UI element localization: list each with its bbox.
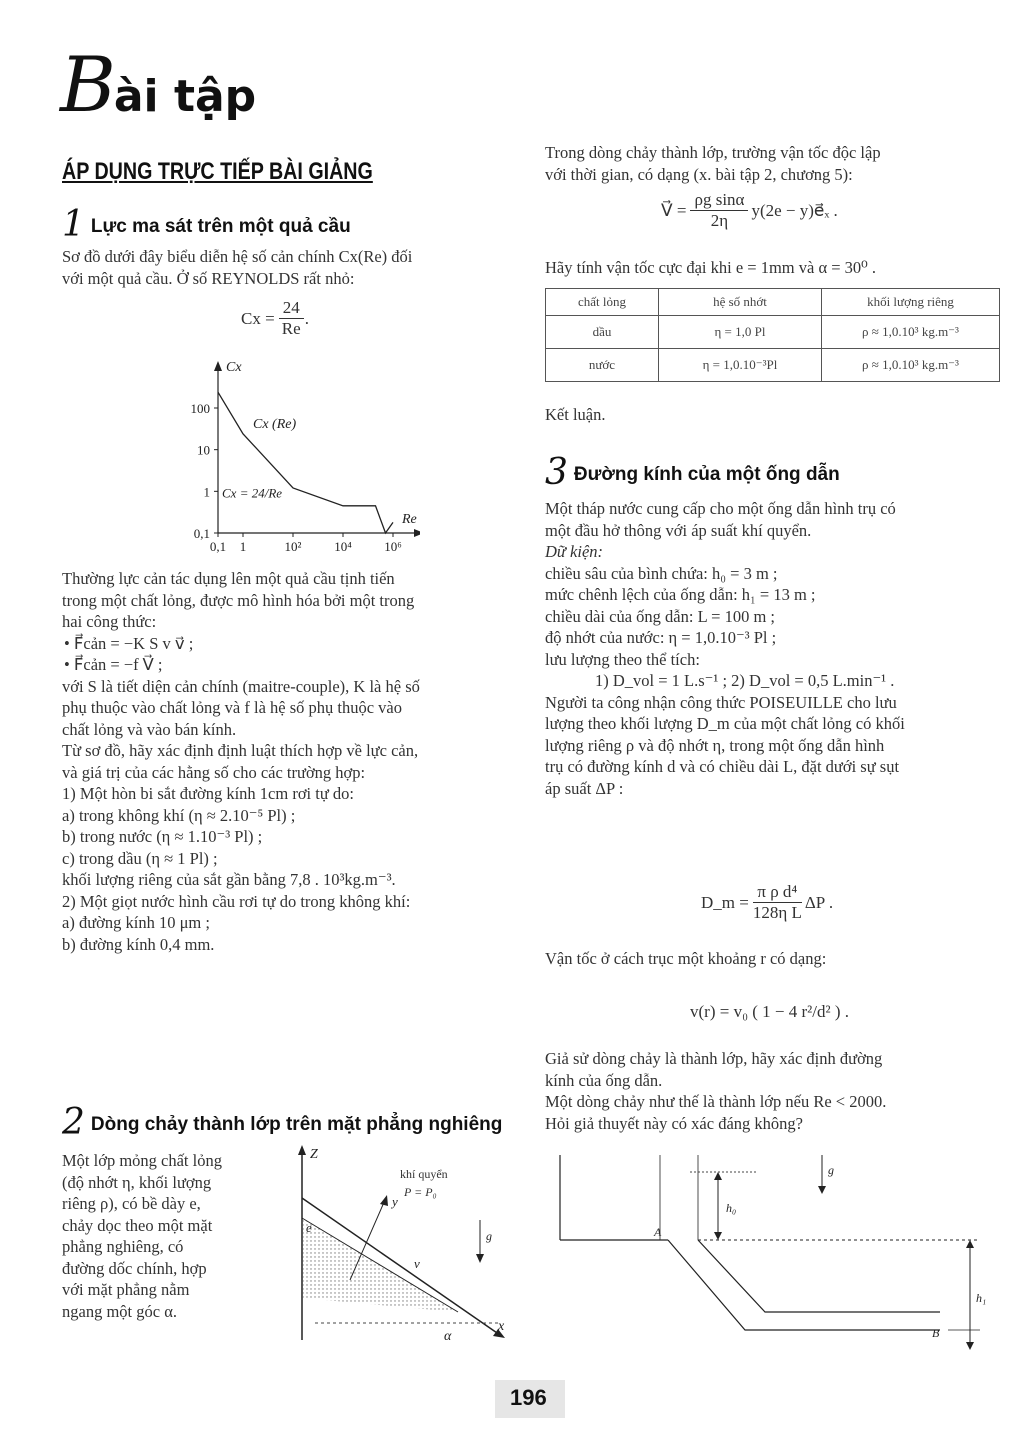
asymptote-label: Cx = 24/Re [222,485,283,501]
h1-arrow-down-icon [966,1342,974,1350]
exercise-1-heading: 1 Lực ma sát trên một quả cầu [62,204,351,245]
h0-arrow-down-icon [714,1232,722,1240]
table-row [546,316,1000,349]
table-cell: η = 1,0 Pl [659,316,822,349]
exercise-3-body: Một tháp nước cung cấp cho một ống dẫn hình trụ có một đầu hở thông với áp suất khí quyển. Dữ kiện: chiều sâu của bình chứa: h₀ = 3 m ; mức chênh lệch của ống dẫn: h₁ = 13 m ; chiều dài của ống dẫn: L = 100 m ; độ nhớt của nước: η = 1,0.10⁻³ Pl ; lưu lượng theo thể tích: 1) D_vol = 1 L.s⁻¹ ; 2) D_vol = 0,5 L.min⁻¹ . Người ta công nhận công thức POISEUILLE cho lưu lượng theo khối lượng D_m của một chất lỏng có khối lượng riêng ρ và độ nhớt η, trong một ống dẫn hình trụ có đường kính d và có chiều dài L, đặt dưới sự sụt áp suất ΔP : [545,499,905,798]
exercise-2-body: Một lớp mỏng chất lỏng (độ nhớt η, khối lượng riêng ρ), có bề dày e, chảy dọc theo một mặt phẳng nghiêng, có đường dốc chính, hợp với mặt phẳng nằm ngang một góc α. [62,1151,222,1321]
cx-re-curve [218,392,393,533]
table-header-row [546,289,1000,316]
point-a-label: A [654,1225,662,1239]
exercise-2-right: Trong dòng chảy thành lớp, trường vận tốc độc lập với thời gian, có dạng (x. bài tập 2, chương 5): [545,143,881,184]
velocity-formula: V⃗ = ρg sinα 2η y(2e − y)e⃗ₓ . [661,190,838,230]
inclined-plane-figure [290,1140,520,1350]
y-tick-label: 10 [197,442,210,458]
y-label: y [392,1194,398,1209]
y-arrow-icon [380,1195,388,1206]
e-label: e [306,1220,312,1235]
x-tick-label: 10² [284,539,302,554]
velocity-profile-formula: v(r) = v₀ ( 1 − 4 r²/d² ) . [690,1002,849,1021]
x-tick-label: 10⁴ [334,539,352,554]
h1-arrow-up-icon [966,1240,974,1248]
exercise-2-heading: 2 Dòng chảy thành lớp trên mặt phẳng nghiêng [62,1102,503,1143]
table-header-cell: hệ số nhớt [659,289,822,316]
pressure-label: P = P₀ [404,1185,437,1199]
exercise-2-question: Hãy tính vận tốc cực đại khi e = 1mm và α = 30⁰ . [545,258,877,277]
exercise-3-heading: 3 Đường kính của một ống dẫn [545,452,840,493]
h0-label: h₀ [726,1201,737,1215]
poiseuille-formula: D_m = π ρ d⁴ 128η L ΔP . [701,882,834,922]
exercise-3-velocity-text: Vận tốc ở cách trục một khoảng r có dạng: [545,949,827,968]
gravity-arrow-icon [818,1186,826,1194]
stokes-formula: Cx = 24 Re . [241,298,309,338]
table-header-cell: khối lượng riêng [822,289,1000,316]
section-title: ÁP DỤNG TRỰC TIẾP BÀI GIẢNG [62,158,373,185]
table-row [546,349,1000,382]
z-label: Z [310,1147,318,1162]
table-cell: η = 1,0.10⁻³Pl [659,349,822,382]
g-label: g [828,1163,834,1177]
point-b-label: B [932,1326,940,1340]
h0-arrow-up-icon [714,1172,722,1180]
y-tick-label: 1 [203,484,210,500]
atmosphere-label: khí quyển [400,1167,448,1181]
exercise-1-body: Thường lực cản tác dụng lên một quả cầu tịnh tiến trong một chất lỏng, được mô hình hóa bởi một trong hai công thức: • F⃗cản = −K S v v⃗ ; • F⃗cản = −f V⃗ ; với S là tiết diện cản chính (maitre-couple), K là hệ số phụ thuộc vào chất lỏng và f là hệ số phụ thuộc vào chất lỏng và vào bán kính. Từ sơ đồ, hãy xác định định luật thích hợp về lực cản, và giá trị của các hằng số cho các trường hợp: 1) Một hòn bi sắt đường kính 1cm rơi tự do: a) trong không khí (η ≈ 2.10⁻⁵ Pl) ; b) trong nước (η ≈ 1.10⁻³ Pl) ; c) trong dầu (η ≈ 1 Pl) ; khối lượng riêng của sắt gần bằng 7,8 . 10³kg.m⁻³. 2) Một giọt nước hình cầu rơi tự do trong không khí: a) đường kính 10 μm ; b) đường kính 0,4 mm. [62,569,420,954]
x-label: x [498,1319,505,1334]
page-number: 196 [510,1385,547,1410]
x-axis-arrow-icon [414,529,420,537]
table-cell: ρ ≈ 1,0.10³ kg.m⁻³ [822,316,1000,349]
pipe-lower-wall [668,1240,940,1330]
v-label: v [414,1256,420,1271]
x-axis-label: Re [402,512,417,527]
page-title: Bài tập [60,40,257,129]
curve-label: Cx (Re) [253,417,297,432]
table-cell: ρ ≈ 1,0.10³ kg.m⁻³ [822,349,1000,382]
x-tick-label: 10⁶ [384,539,402,554]
y-tick-label: 0,1 [193,526,210,541]
exercise-3-questions: Giả sử dòng chảy là thành lớp, hãy xác định đường kính của ống dẫn. Một dòng chảy như thế là thành lớp nếu Re < 2000. Hỏi giả thuyết này có xác đáng không? [545,1049,887,1133]
x-tick-label: 1 [239,539,247,554]
fluid-properties-table [545,288,1000,382]
alpha-label: α [444,1329,452,1344]
y-tick-label: 100 [190,401,210,416]
y-axis-arrow-icon [214,361,222,371]
table-cell: nước [546,349,659,382]
h1-label: h₁ [976,1291,987,1305]
table-cell: dầu [546,316,659,349]
x-tick-label: 0,1 [209,539,227,554]
exercise-1-intro: Sơ đồ dưới đây biểu diễn hệ số cản chính Cx(Re) đối với một quả cầu. Ở số REYNOLDS rất nhỏ: [62,247,413,288]
pipe-upper-wall [698,1240,940,1312]
exercise-2-conclusion: Kết luận. [545,405,606,424]
y-axis-label: Cx [226,360,242,375]
water-tower-figure [540,1150,1010,1370]
cx-re-chart [160,355,420,570]
table-header-cell: chất lỏng [546,289,659,316]
gravity-arrow-icon [476,1254,484,1263]
z-arrow-icon [298,1145,306,1155]
g-label: g [486,1229,492,1243]
